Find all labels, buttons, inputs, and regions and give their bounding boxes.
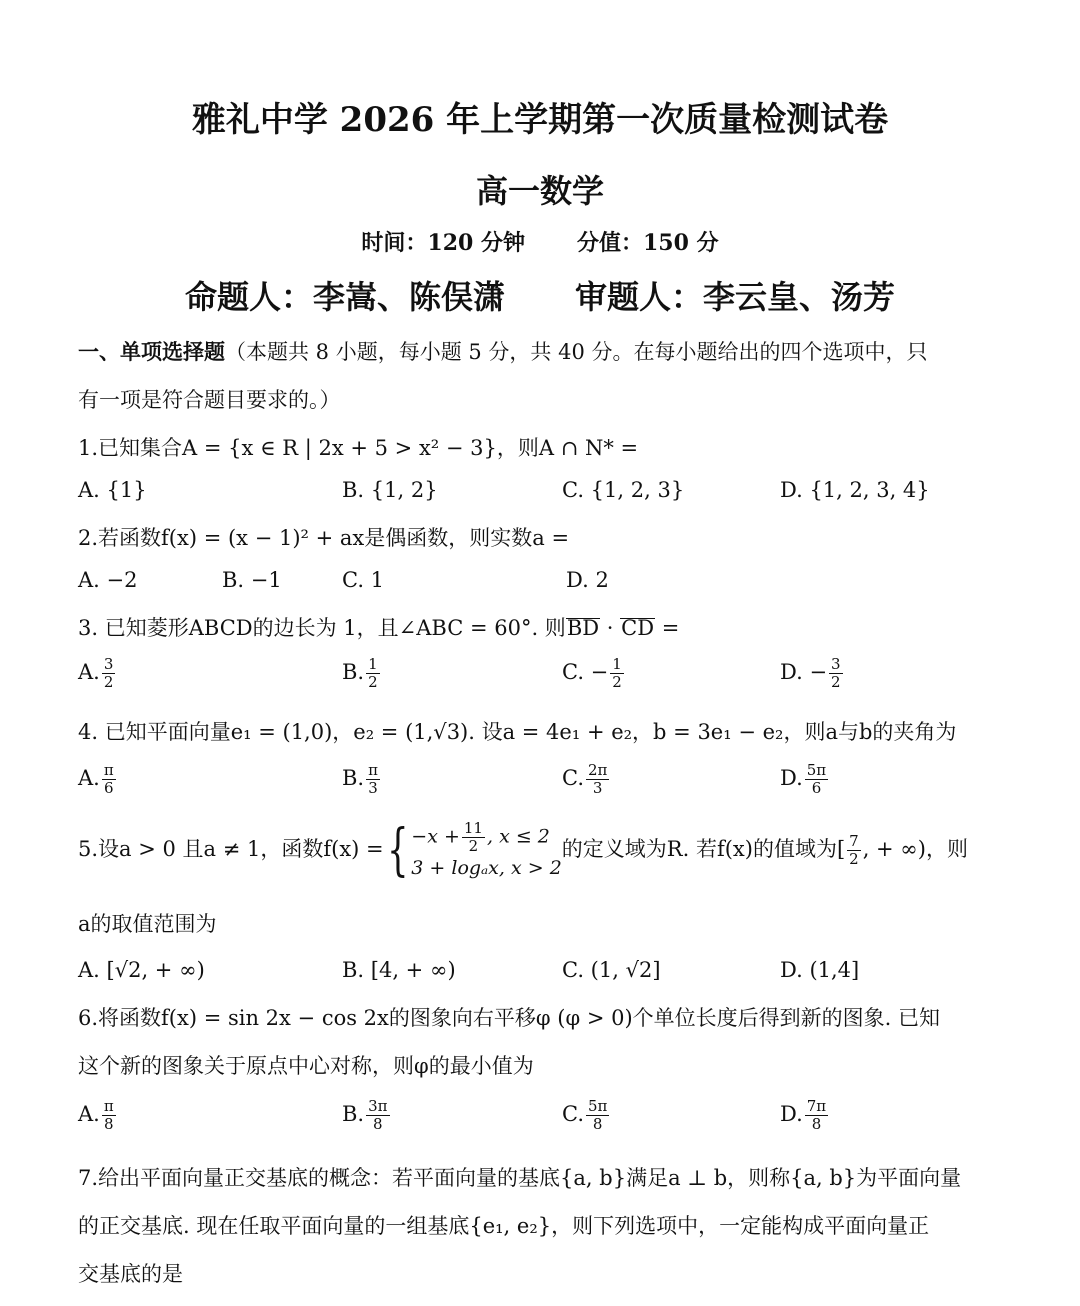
q1-stem: 1.已知集合A = {x ∈ R | 2x + 5 > x² − 3}，则A ∩ N* = (78, 436, 639, 460)
q5-case1-frac (462, 820, 485, 855)
q6-a-label: A. (78, 1102, 100, 1126)
q2-option-c: C. 1 (342, 568, 385, 592)
q3-a-den: 2 (103, 673, 114, 691)
q3-a-label: A. (78, 660, 100, 684)
q3-d-label: D. − (780, 660, 828, 684)
q6-c-label: C. (562, 1102, 584, 1126)
q3-c-num: 1 (612, 655, 622, 673)
q3-c-den: 2 (612, 673, 622, 691)
q3-vector-bd: BD (566, 616, 600, 640)
q5-option-d: D. (1,4] (780, 958, 860, 982)
q3-c-label: C. − (562, 660, 609, 684)
q2-stem: 2.若函数f(x) = (x − 1)² + ax是偶函数，则实数a = (78, 526, 570, 550)
q6-a-frac (102, 1098, 116, 1133)
q3-d-den: 2 (831, 673, 841, 691)
q3-b-num: 1 (368, 655, 378, 673)
q4-b-frac (366, 762, 380, 797)
q5-case2: 3 + logₐx, x > 2 (411, 857, 562, 879)
q3-dot: · (600, 616, 621, 640)
q5-stem-text: 5.设a > 0 且a ≠ 1，函数f(x) = (78, 837, 384, 861)
q5-range-frac (847, 833, 861, 868)
q5-range-den: 2 (849, 850, 859, 868)
q3-b-den: 2 (368, 673, 378, 691)
exam-title: 雅礼中学 2026 年上学期第一次质量检测试卷 (191, 100, 889, 140)
reviewers: 审题人：李云皇、汤芳 (575, 278, 896, 316)
section-note: （本题共 8 小题，每小题 5 分，共 40 分。在每小题给出的四个选项中，只 (225, 340, 928, 364)
q6-d-num: 7π (806, 1097, 827, 1115)
q6-option-c (562, 1098, 611, 1133)
section-title: 一、单项选择题 (78, 339, 225, 364)
q4-c-frac (586, 762, 609, 797)
q6-d-label: D. (780, 1102, 803, 1126)
q6-a-num: π (103, 1097, 114, 1115)
q4-d-num: 5π (806, 761, 827, 779)
q2-option-d: D. 2 (566, 568, 609, 592)
exam-score: 分值：150 分 (577, 230, 719, 256)
q4-a-label: A. (78, 766, 100, 790)
q3-stem-text: 3. 已知菱形ABCD的边长为 1，且∠ABC = 60°. 则 (78, 616, 566, 640)
q6-stem-line1: 6.将函数f(x) = sin 2x − cos 2x的图象向右平移φ (φ > 0)个单位长度后得到新的图象. 已知 (78, 1006, 941, 1030)
q4-a-num: π (103, 761, 114, 779)
q5-option-a: A. [√2, + ∞) (78, 958, 205, 982)
q3-a-frac (102, 656, 116, 691)
q6-b-den: 8 (373, 1115, 383, 1133)
q4-a-den: 6 (104, 779, 114, 797)
q4-d-frac (805, 762, 828, 797)
q7-stem-line3: 交基底的是 (78, 1262, 183, 1286)
q3-option-c (562, 656, 626, 691)
q3-option-b (342, 656, 382, 691)
q4-c-num: 2π (588, 761, 608, 779)
q4-option-a (78, 762, 118, 797)
q4-c-den: 3 (592, 779, 603, 797)
q3-a-num: 3 (103, 655, 114, 673)
q5-case1-den: 2 (468, 837, 479, 855)
q5-brace: { (386, 817, 409, 883)
q6-d-frac (805, 1098, 828, 1133)
q3-stem (78, 612, 1040, 642)
q4-b-den: 3 (368, 779, 378, 797)
q3-c-frac (610, 656, 624, 691)
q6-b-label: B. (342, 1102, 365, 1126)
q5-cases (411, 820, 562, 881)
authors (0, 272, 1080, 318)
q1-option-c: C. {1, 2, 3} (562, 478, 685, 502)
q6-c-frac (586, 1098, 609, 1133)
q5-case1 (411, 820, 562, 855)
q2-option-a: A. −2 (78, 568, 138, 592)
q6-option-b (342, 1098, 392, 1133)
q6-d-den: 8 (811, 1115, 822, 1133)
q4-option-c (562, 762, 611, 797)
q6-option-a (78, 1098, 118, 1133)
q6-stem-line2: 这个新的图象关于原点中心对称，则φ的最小值为 (78, 1054, 534, 1078)
q5-stem-mid: 的定义域为R. 若f(x)的值域为[ (561, 837, 846, 861)
q5-stem-line2: a的取值范围为 (78, 912, 217, 936)
q5-stem-end: , + ∞)，则 (862, 837, 968, 861)
q4-c-label: C. (562, 766, 584, 790)
q4-option-d (780, 762, 830, 797)
q4-b-label: B. (342, 766, 365, 790)
q3-b-frac (366, 656, 380, 691)
exam-time: 时间：120 分钟 (361, 230, 525, 256)
q7-stem-line1: 7.给出平面向量正交基底的概念：若平面向量的基底{a, b}满足a ⊥ b，则称{a, b}为平面向量 (78, 1166, 962, 1190)
q4-d-label: D. (780, 766, 803, 790)
section-heading (78, 336, 1040, 366)
q1-option-a: A. {1} (78, 478, 147, 502)
q4-b-num: π (368, 761, 378, 779)
q5-case1-a: −x + (411, 825, 460, 848)
q6-b-num: 3π (368, 1097, 388, 1115)
subject-title: 高一数学 (475, 172, 604, 210)
q5-case1-num: 11 (463, 819, 483, 837)
q6-c-num: 5π (588, 1097, 608, 1115)
q5-option-c: C. (1, √2] (562, 958, 661, 982)
q6-a-den: 8 (104, 1115, 114, 1133)
q5-option-b: B. [4, + ∞) (342, 958, 456, 982)
q3-d-num: 3 (831, 655, 841, 673)
section-note-line2: 有一项是符合题目要求的。） (78, 388, 341, 412)
q2-option-b: B. −1 (222, 568, 282, 592)
q6-option-d (780, 1098, 830, 1133)
q3-vector-cd: CD (621, 616, 655, 640)
q3-option-d (780, 656, 845, 691)
q6-c-den: 8 (592, 1115, 603, 1133)
q5-case1-b: , x ≤ 2 (486, 825, 550, 848)
q3-d-frac (829, 656, 843, 691)
q4-option-b (342, 762, 382, 797)
q4-d-den: 6 (811, 779, 822, 797)
q7-stem-line2: 的正交基底. 现在任取平面向量的一组基底{e₁, e₂}，则下列选项中，一定能构成平面向量正 (78, 1214, 930, 1238)
q3-equals: = (655, 616, 680, 640)
q4-stem: 4. 已知平面向量e₁ = (1,0)，e₂ = (1,√3). 设a = 4e₁ + e₂，b = 3e₁ − e₂，则a与b的夹角为 (78, 720, 957, 744)
exam-info (0, 226, 1080, 257)
q1-option-b: B. {1, 2} (342, 478, 438, 502)
q3-option-a (78, 656, 117, 691)
q5-range-num: 7 (849, 832, 859, 850)
q5-stem (78, 817, 1040, 883)
q1-option-d: D. {1, 2, 3, 4} (780, 478, 930, 502)
q3-b-label: B. (342, 660, 365, 684)
setters: 命题人：李嵩、陈俣潇 (184, 278, 505, 316)
q4-a-frac (102, 762, 116, 797)
q6-b-frac (366, 1098, 389, 1133)
